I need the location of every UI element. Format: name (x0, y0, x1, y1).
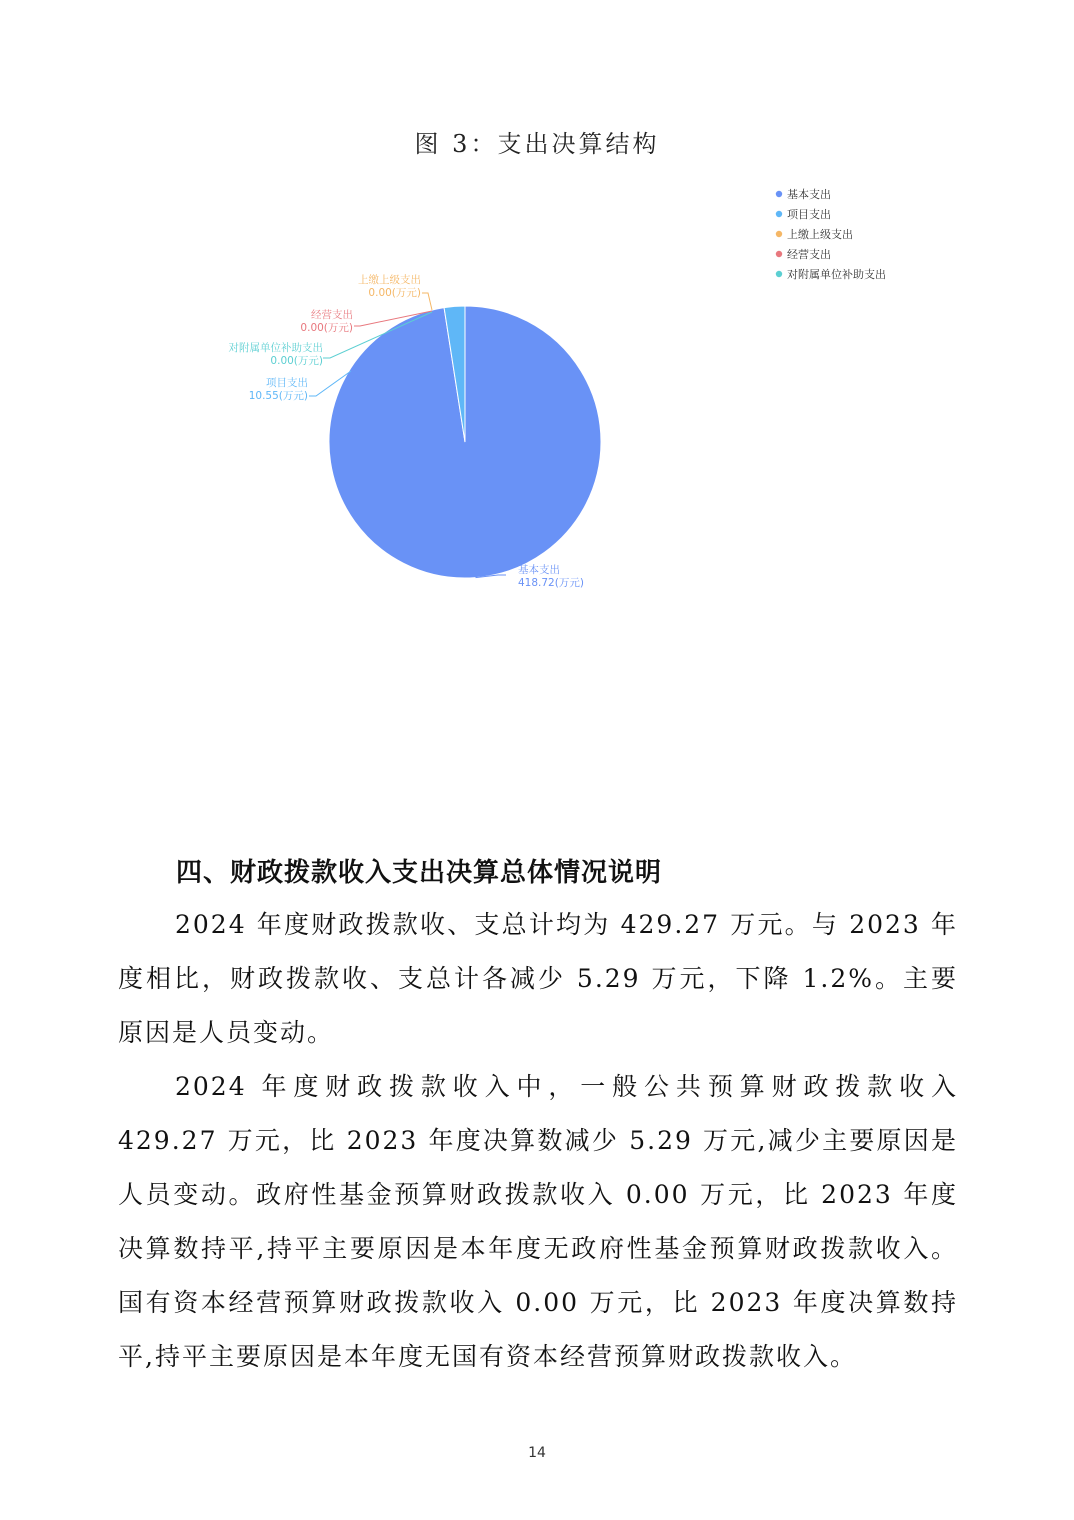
pie-label-name-0: 基本支出 (518, 564, 560, 576)
pie-leader-line-2 (422, 293, 432, 310)
paragraph-income-breakdown: 2024 年度财政拨款收入中，一般公共预算财政拨款收入 429.27 万元，比 2023 年度决算数减少 5.29 万元,减少主要原因是人员变动。政府性基金预算财政拨款收入 0.00 万元，比 2023 年度决算数持平,持平主要原因是本年度无政府性基金预算财政拨款收入。国有资本经营预算财政拨款收入 0.00 万元，比 2023 年度决算数持平,持平主要原因是本年度无国有资本经营预算财政拨款收入。 (118, 1072, 958, 1371)
pie-label-value-2: 0.00(万元) (368, 287, 421, 299)
figure-title: 图 3：支出决算结构 (414, 130, 660, 158)
paragraph-total-summary: 2024 年度财政拨款收、支总计均为 429.27 万元。与 2023 年度相比，财政拨款收、支总计各减少 5.29 万元，下降 1.2%。主要原因是人员变动。 (118, 910, 958, 1047)
pie-label-value-0: 418.72(万元) (518, 577, 584, 589)
pie-slices (329, 306, 601, 578)
pie-label-value-4: 0.00(万元) (270, 355, 323, 367)
page-number: 14 (528, 1445, 546, 1461)
legend-label-3: 经营支出 (787, 248, 831, 261)
legend-label-1: 项目支出 (787, 208, 831, 221)
legend-marker-3 (776, 251, 782, 257)
legend-label-0: 基本支出 (787, 188, 831, 201)
pie-label-name-2: 上缴上级支出 (358, 274, 421, 286)
pie-legend (776, 187, 886, 281)
legend-marker-2 (776, 231, 782, 237)
legend-marker-0 (776, 191, 782, 197)
legend-marker-4 (776, 271, 782, 277)
legend-label-2: 上缴上级支出 (787, 228, 853, 241)
legend-label-4: 对附属单位补助支出 (787, 268, 886, 281)
pie-label-name-3: 经营支出 (311, 309, 353, 321)
pie-label-name-4: 对附属单位补助支出 (228, 342, 323, 354)
pie-label-value-3: 0.00(万元) (300, 322, 353, 334)
legend-marker-1 (776, 211, 782, 217)
pie-label-value-1: 10.55(万元) (248, 390, 308, 402)
expenditure-pie-chart (0, 170, 1074, 610)
pie-label-name-1: 项目支出 (266, 377, 308, 389)
section-heading: 四、财政拨款收入支出决算总体情况说明 (176, 858, 663, 888)
